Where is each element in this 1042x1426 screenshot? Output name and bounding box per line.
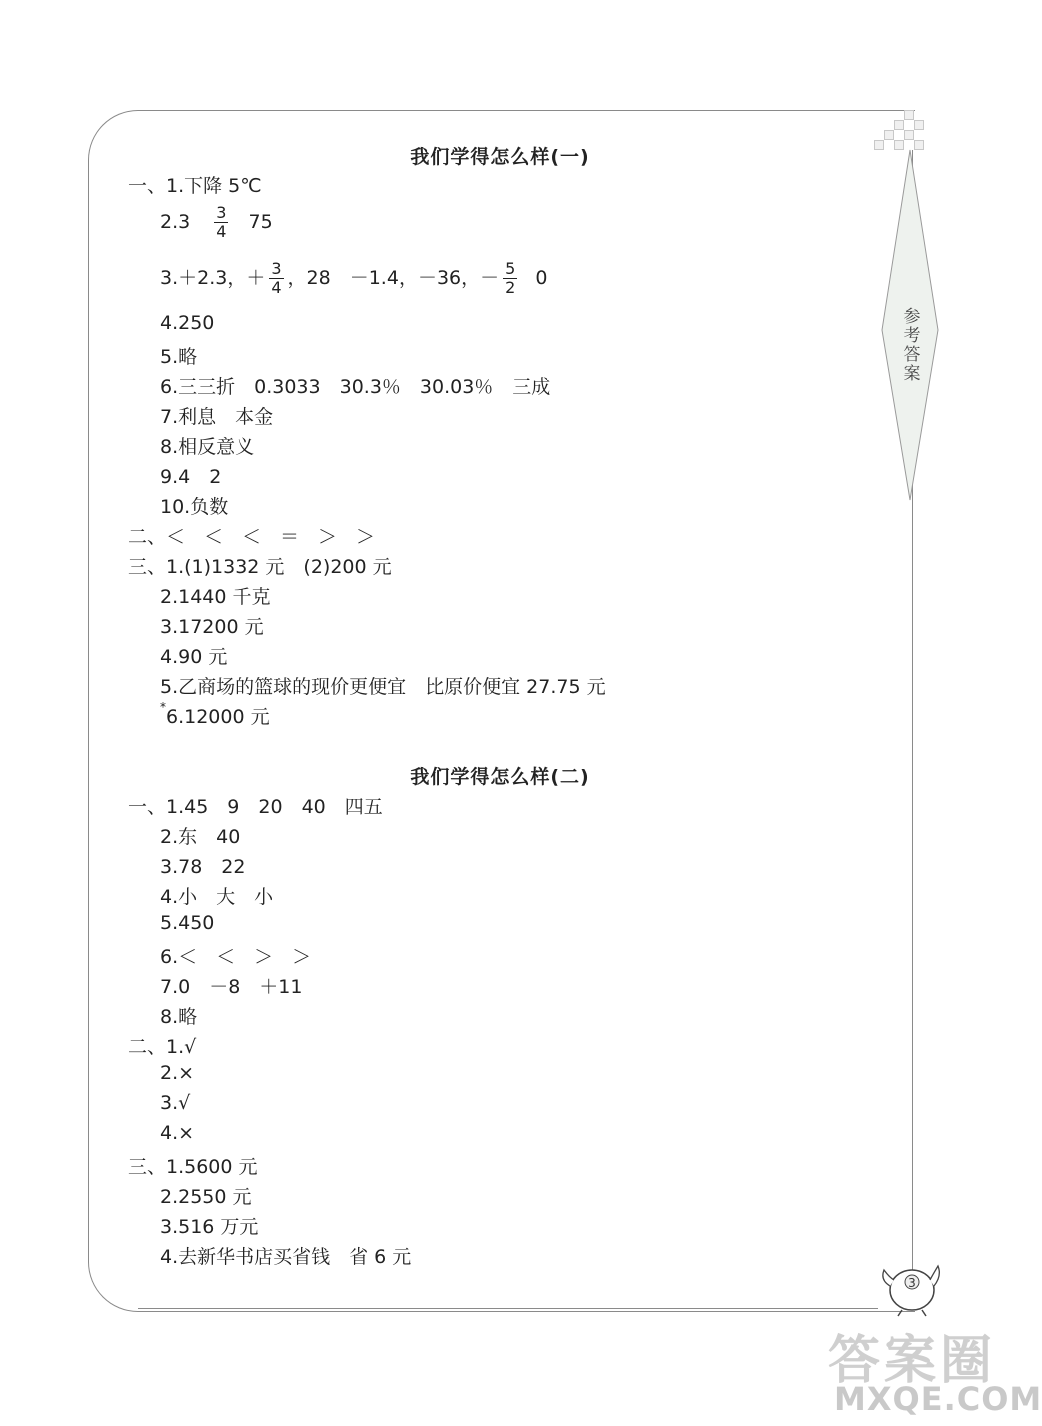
s2-line-4: 4.小 大 小 xyxy=(160,886,274,908)
s1-line-7: 7.利息 本金 xyxy=(160,406,274,428)
s1-line-2 xyxy=(160,204,273,241)
s1-line-3-part-b: ，28 －1.4，－36，－ xyxy=(287,267,500,289)
fraction-numerator: 5 xyxy=(505,259,516,278)
fraction-3-4 xyxy=(269,260,283,297)
section-1-title: 我们学得怎么样(一) xyxy=(410,146,590,168)
s2-line-6: 6.＜ ＜ ＞ ＞ xyxy=(160,946,312,968)
s2-line-16: 4.去新华书店买省钱 省 6 元 xyxy=(160,1246,412,1268)
s2-line-8: 8.略 xyxy=(160,1006,198,1028)
fraction-denominator: 4 xyxy=(271,278,282,297)
s1-line-3 xyxy=(160,260,547,297)
watermark-top-text: 答案圈 xyxy=(828,1331,997,1391)
s1-line-15: 4.90 元 xyxy=(160,646,228,668)
fraction-numerator: 3 xyxy=(271,259,282,278)
s2-line-13: 三、1.5600 元 xyxy=(128,1156,258,1178)
s1-line-14: 3.17200 元 xyxy=(160,616,264,638)
frame-bottom-border xyxy=(138,1308,878,1309)
fraction-numerator: 3 xyxy=(216,203,227,222)
watermark-bottom-text: MXQE.COM xyxy=(834,1380,1042,1418)
fraction-denominator: 4 xyxy=(216,222,227,241)
s1-line-3-part-a: 3.＋2.3，＋ xyxy=(160,267,266,289)
s1-line-9: 9.4 2 xyxy=(160,466,222,488)
s1-line-17 xyxy=(160,702,270,729)
s2-line-1: 一、1.45 9 20 40 四五 xyxy=(128,796,383,818)
s1-line-8: 8.相反意义 xyxy=(160,436,255,458)
s1-line-3-part-c: 0 xyxy=(535,267,548,289)
s2-line-7: 7.0 －8 ＋11 xyxy=(160,976,303,998)
frame-top-border xyxy=(138,110,898,111)
watermark xyxy=(824,1318,1042,1426)
s1-line-6: 6.三三折 0.3033 30.3％ 30.03％ 三成 xyxy=(160,376,551,398)
s1-line-1: 一、1.下降 5℃ xyxy=(128,175,262,197)
s1-line-4: 4.250 xyxy=(160,312,215,334)
s1-line-2-part-a: 2.3 xyxy=(160,211,191,233)
s2-line-3: 3.78 22 xyxy=(160,856,246,878)
side-tab-label: 参考答案 xyxy=(899,307,920,383)
s2-line-9: 二、1.√ xyxy=(128,1036,197,1058)
optional-star-marker: * xyxy=(160,700,166,714)
s2-line-5: 5.450 xyxy=(160,912,215,934)
section-2-title: 我们学得怎么样(二) xyxy=(410,766,590,788)
s1-line-5: 5.略 xyxy=(160,346,198,368)
s1-line-13: 2.1440 千克 xyxy=(160,586,271,608)
s2-line-2: 2.东 40 xyxy=(160,826,241,848)
fraction-denominator: 2 xyxy=(505,278,516,297)
page-number: 3 xyxy=(908,1276,916,1290)
s1-line-10: 10.负数 xyxy=(160,496,229,518)
s2-line-12: 4.× xyxy=(160,1122,195,1144)
fraction-5-2 xyxy=(503,260,517,297)
s1-line-12: 三、1.(1)1332 元 (2)200 元 xyxy=(128,556,392,578)
s1-line-11: 二、＜ ＜ ＜ ＝ ＞ ＞ xyxy=(128,526,376,548)
s2-line-14: 2.2550 元 xyxy=(160,1186,252,1208)
s2-line-10: 2.× xyxy=(160,1062,195,1084)
s1-line-17-text: 6.12000 元 xyxy=(166,706,270,728)
s2-line-11: 3.√ xyxy=(160,1092,191,1114)
s1-line-16: 5.乙商场的篮球的现价更便宜 比原价便宜 27.75 元 xyxy=(160,676,606,698)
fraction-3-4 xyxy=(214,204,228,241)
s2-line-15: 3.516 万元 xyxy=(160,1216,259,1238)
bird-mascot-icon xyxy=(876,1256,946,1318)
s1-line-2-part-b: 75 xyxy=(248,211,273,233)
